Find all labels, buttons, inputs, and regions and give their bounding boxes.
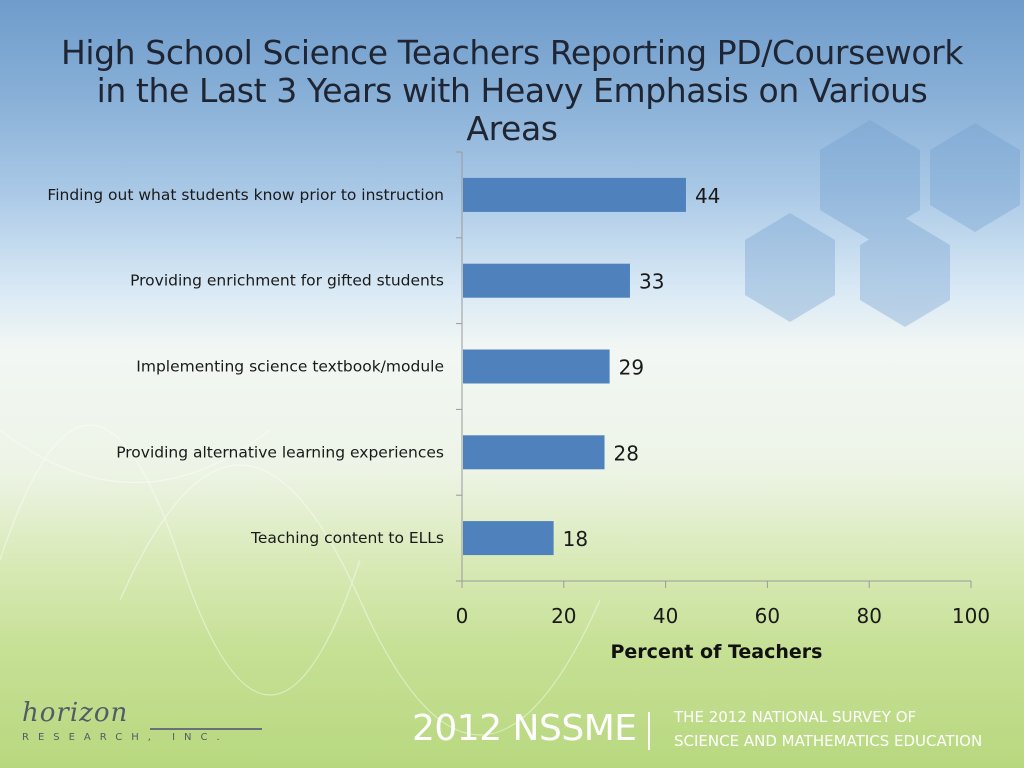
x-axis-title: Percent of Teachers bbox=[610, 641, 823, 663]
footer-survey-line: SCIENCE AND MATHEMATICS EDUCATION bbox=[674, 732, 983, 750]
chart-title-line: in the Last 3 Years with Heavy Emphasis on Various bbox=[96, 71, 928, 110]
footer-survey-title bbox=[674, 705, 982, 753]
data-label: 28 bbox=[613, 441, 639, 466]
data-label: 29 bbox=[618, 355, 645, 380]
bar bbox=[463, 178, 686, 212]
chart-title-line: High School Science Teachers Reporting PD/Coursework bbox=[60, 33, 964, 72]
data-label: 44 bbox=[694, 183, 721, 208]
bar bbox=[463, 435, 605, 469]
x-tick-label: 20 bbox=[551, 604, 577, 628]
logo-underline bbox=[150, 728, 262, 730]
data-label: 18 bbox=[562, 527, 589, 552]
bar bbox=[463, 521, 554, 555]
x-tick-label: 100 bbox=[951, 604, 991, 628]
x-tick-label: 60 bbox=[754, 604, 781, 628]
category-label: Implementing science textbook/module bbox=[136, 357, 444, 376]
category-label: Providing enrichment for gifted students bbox=[130, 271, 444, 290]
bar bbox=[463, 264, 630, 298]
x-tick-label: 0 bbox=[455, 604, 469, 628]
logo-subtext: RESEARCH, INC. bbox=[22, 732, 229, 743]
x-tick-label: 40 bbox=[652, 604, 679, 628]
category-label: Providing alternative learning experiences bbox=[116, 443, 444, 462]
bar bbox=[463, 350, 610, 384]
chart-title-line: Areas bbox=[466, 109, 558, 148]
x-tick-label: 80 bbox=[856, 604, 882, 628]
footer-survey-line: THE 2012 NATIONAL SURVEY OF bbox=[674, 708, 917, 726]
footer-brand: 2012 NSSME bbox=[412, 708, 637, 749]
footer-divider bbox=[648, 712, 650, 750]
horizon-logo bbox=[22, 698, 242, 752]
category-label: Finding out what students know prior to instruction bbox=[47, 185, 444, 204]
data-label: 33 bbox=[638, 269, 665, 294]
category-label: Teaching content to ELLs bbox=[250, 529, 444, 548]
logo-wordmark: horizon bbox=[22, 698, 129, 728]
